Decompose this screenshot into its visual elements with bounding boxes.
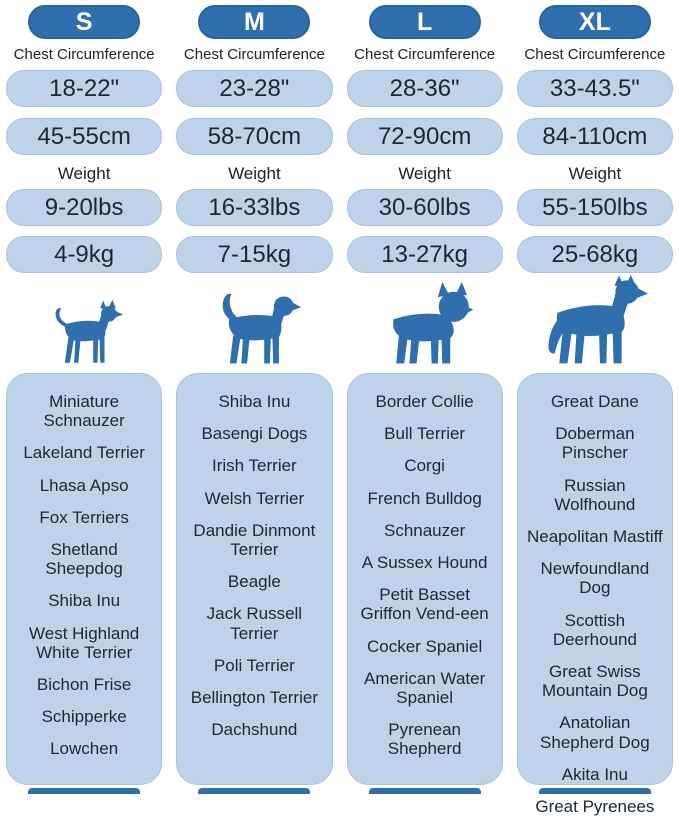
weight-label: Weight (398, 164, 451, 183)
small-dog-icon (44, 299, 124, 367)
breed-item: Lakeland Terrier (23, 443, 145, 463)
breed-item: Dandie Dinmont Terrier (193, 520, 316, 560)
breed-item: Great Swiss Mountain Dog (541, 662, 648, 701)
breed-item: American Water Spaniel (364, 668, 486, 708)
breed-item: Irish Terrier (212, 456, 297, 476)
breed-item: Great Dane (550, 392, 639, 411)
breed-list-m (176, 373, 332, 785)
chest-cm-value: 72-90cm (347, 118, 503, 155)
breed-item: Akita Inu (561, 764, 628, 784)
breed-item: Welsh Terrier (204, 488, 305, 508)
size-column-m (176, 5, 332, 794)
chest-circumference-label: Chest Circumference (183, 46, 325, 63)
weight-kg-value: 25-68kg (517, 236, 673, 273)
breed-item: Schipperke (41, 707, 127, 727)
cropped-next-row-pill (539, 788, 651, 794)
breed-item: Basengi Dogs (201, 424, 308, 444)
weight-kg-value: 4-9kg (6, 236, 162, 273)
size-header-l: L (369, 5, 481, 39)
chest-circumference-label: Chest Circumference (524, 46, 666, 63)
breed-item: Dachshund (211, 720, 298, 740)
breed-item: Petit Basset Griffon Vend-een (360, 585, 489, 624)
breed-item: Fox Terriers (39, 507, 129, 527)
cropped-next-row-pill (28, 788, 140, 794)
weight-lbs-value: 16-33lbs (176, 189, 332, 226)
chest-cm-value: 45-55cm (6, 118, 162, 155)
cropped-next-row-pill (369, 788, 481, 794)
breed-item: Bellington Terrier (190, 688, 318, 708)
size-header-m: M (198, 5, 310, 39)
french-bulldog-icon (374, 282, 476, 367)
breed-item: Pyrenean Shepherd (387, 720, 462, 759)
breed-list-xl (517, 373, 673, 816)
dog-illustration-box (176, 273, 332, 371)
breed-item: A Sussex Hound (361, 553, 488, 573)
breed-item: Border Collie (375, 392, 474, 411)
chest-inches-value: 33-43.5" (517, 70, 673, 107)
dog-illustration-box (347, 273, 503, 371)
breed-item: Anatolian Shepherd Dog (540, 713, 650, 752)
breed-item: French Bulldog (367, 488, 482, 508)
chest-circumference-label: Chest Circumference (354, 46, 496, 63)
weight-label: Weight (568, 164, 622, 183)
beagle-dog-icon (207, 288, 301, 367)
breed-item: Miniature Schnauzer (43, 392, 125, 431)
breed-item: Scottish Deerhound (552, 610, 637, 649)
chest-inches-value: 23-28" (176, 70, 332, 107)
chest-cm-value: 84-110cm (517, 118, 673, 155)
size-header-s: S (28, 5, 140, 39)
weight-lbs-value: 9-20lbs (6, 189, 162, 226)
weight-label: Weight (57, 164, 111, 183)
breed-item: Poli Terrier (213, 655, 295, 675)
breed-item: Cocker Spaniel (366, 636, 483, 656)
size-column-l (347, 5, 503, 794)
breed-list-s (6, 373, 162, 785)
breed-item: Lhasa Apso (39, 475, 129, 495)
breed-list-l (347, 373, 503, 785)
breed-item: Neapolitan Mastiff (526, 527, 663, 547)
breed-item: Shetland Sheepdog (45, 540, 123, 579)
cropped-next-row-pill (198, 788, 310, 794)
breed-item: Lowchen (50, 739, 119, 759)
chest-inches-value: 28-36" (347, 70, 503, 107)
dog-illustration-box (517, 273, 673, 371)
size-column-s (6, 5, 162, 794)
breed-item: Newfoundland Dog (540, 559, 650, 598)
weight-kg-value: 13-27kg (347, 236, 503, 273)
breed-item: Schnauzer (383, 520, 466, 540)
breed-item: Beagle (227, 572, 281, 592)
breed-item: West Highland White Terrier (29, 623, 140, 662)
dog-illustration-box (6, 273, 162, 371)
weight-kg-value: 7-15kg (176, 236, 332, 273)
breed-item: Bull Terrier (384, 424, 466, 444)
weight-lbs-value: 55-150lbs (517, 189, 673, 226)
chest-inches-value: 18-22" (6, 70, 162, 107)
chest-circumference-label: Chest Circumference (13, 46, 155, 63)
size-column-xl (517, 5, 673, 816)
weight-lbs-value: 30-60lbs (347, 189, 503, 226)
breed-item: Corgi (404, 456, 445, 476)
breed-item: Bichon Frise (36, 675, 132, 695)
breed-item: Shiba Inu (218, 392, 291, 411)
breed-item: Doberman Pinscher (555, 424, 635, 463)
breed-item: Great Pyrenees (535, 797, 655, 816)
size-header-xl: XL (539, 5, 651, 39)
breed-item: Russian Wolfhound (554, 475, 636, 514)
husky-dog-icon (536, 273, 654, 367)
weight-label: Weight (228, 164, 281, 183)
breed-item: Shiba Inu (48, 591, 121, 611)
chest-cm-value: 58-70cm (176, 118, 332, 155)
breed-item: Jack Russell Terrier (206, 604, 303, 643)
